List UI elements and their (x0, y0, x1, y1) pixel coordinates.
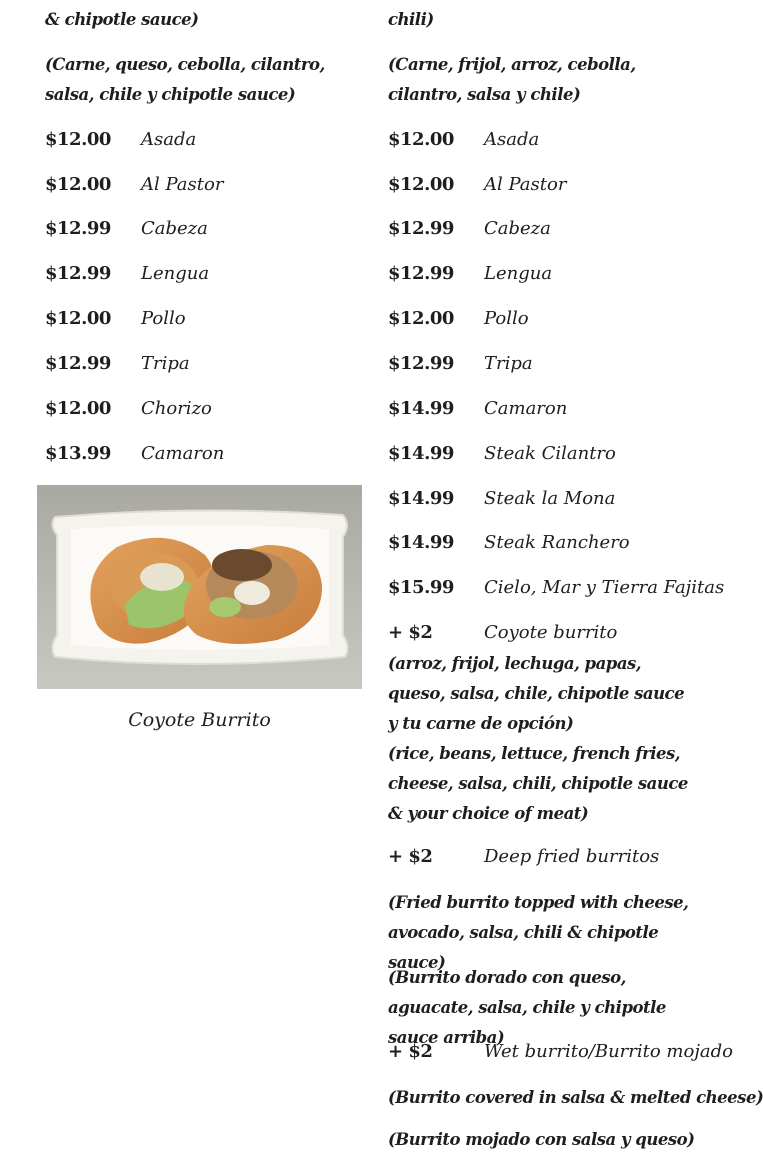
menu-item-name: Pollo (484, 308, 529, 329)
coyote-description-es: (arroz, frijol, lechuga, papas, queso, salsa, chile, chipotle sauce y tu carne de opción) (388, 654, 685, 733)
menu-item-price: $12.00 (45, 129, 111, 150)
menu-item-name: Steak Ranchero (484, 532, 630, 553)
menu-item-name: Lengua (141, 263, 210, 284)
right-top-description-fragment: chili) (388, 10, 434, 29)
menu-item-price: $12.99 (388, 263, 454, 284)
menu-item-name: Asada (484, 129, 540, 150)
menu-item-name: Chorizo (141, 398, 212, 419)
menu-item-price: $12.99 (45, 263, 111, 284)
menu-item-price: $12.99 (45, 353, 111, 374)
menu-item-name: Cielo, Mar y Tierra Fajitas (484, 577, 725, 598)
menu-item-price: $14.99 (388, 443, 454, 464)
coyote-burrito-photo (37, 485, 362, 689)
menu-item-price: $14.99 (388, 532, 454, 553)
deep-fried-description-en: (Fried burrito topped with cheese, avocado, salsa, chili & chipotle sauce) (388, 893, 689, 972)
menu-item-price: $14.99 (388, 398, 454, 419)
menu-item-price: $12.00 (388, 308, 454, 329)
menu-item-price: $14.99 (388, 488, 454, 509)
addon-price: + $2 (388, 846, 433, 867)
menu-item-price: $12.99 (45, 218, 111, 239)
burrito-plate-image (37, 485, 362, 689)
addon-price: + $2 (388, 1041, 433, 1062)
menu-item-name: Tripa (141, 353, 190, 374)
deep-fried-description-es: (Burrito dorado con queso, aguacate, salsa, chile y chipotle sauce arriba) (388, 968, 666, 1047)
addon-name: Wet burrito/Burrito mojado (484, 1041, 734, 1062)
left-description: (Carne, queso, cebolla, cilantro, salsa, chile y chipotle sauce) (45, 55, 325, 104)
menu-item-name: Cabeza (141, 218, 208, 239)
addon-name: Coyote burrito (484, 622, 618, 643)
photo-caption: Coyote Burrito (128, 709, 271, 731)
left-top-description-fragment: & chipotle sauce) (45, 10, 199, 29)
menu-item-price: $13.99 (45, 443, 111, 464)
menu-item-name: Camaron (141, 443, 225, 464)
wet-description-es: (Burrito mojado con salsa y queso) (388, 1130, 695, 1149)
menu-item-name: Cabeza (484, 218, 551, 239)
addon-price: + $2 (388, 622, 433, 643)
menu-item-name: Camaron (484, 398, 568, 419)
right-description: (Carne, frijol, arroz, cebolla, cilantro, salsa y chile) (388, 55, 636, 104)
menu-item-name: Al Pastor (484, 174, 567, 195)
menu-item-price: $12.00 (45, 308, 111, 329)
menu-item-name: Asada (141, 129, 197, 150)
menu-item-price: $12.00 (388, 174, 454, 195)
menu-item-price: $15.99 (388, 577, 454, 598)
wet-description-en: (Burrito covered in salsa & melted cheese) (388, 1088, 763, 1107)
menu-item-price: $12.00 (45, 398, 111, 419)
menu-item-price: $12.00 (45, 174, 111, 195)
menu-item-name: Lengua (484, 263, 553, 284)
menu-item-name: Steak Cilantro (484, 443, 616, 464)
menu-item-name: Tripa (484, 353, 533, 374)
menu-item-name: Steak la Mona (484, 488, 616, 509)
menu-item-price: $12.99 (388, 353, 454, 374)
menu-item-name: Al Pastor (141, 174, 224, 195)
menu-item-price: $12.00 (388, 129, 454, 150)
coyote-description-en: (rice, beans, lettuce, french fries, cheese, salsa, chili, chipotle sauce & your choice of meat) (388, 744, 688, 823)
menu-item-price: $12.99 (388, 218, 454, 239)
menu-item-name: Pollo (141, 308, 186, 329)
addon-name: Deep fried burritos (484, 846, 660, 867)
